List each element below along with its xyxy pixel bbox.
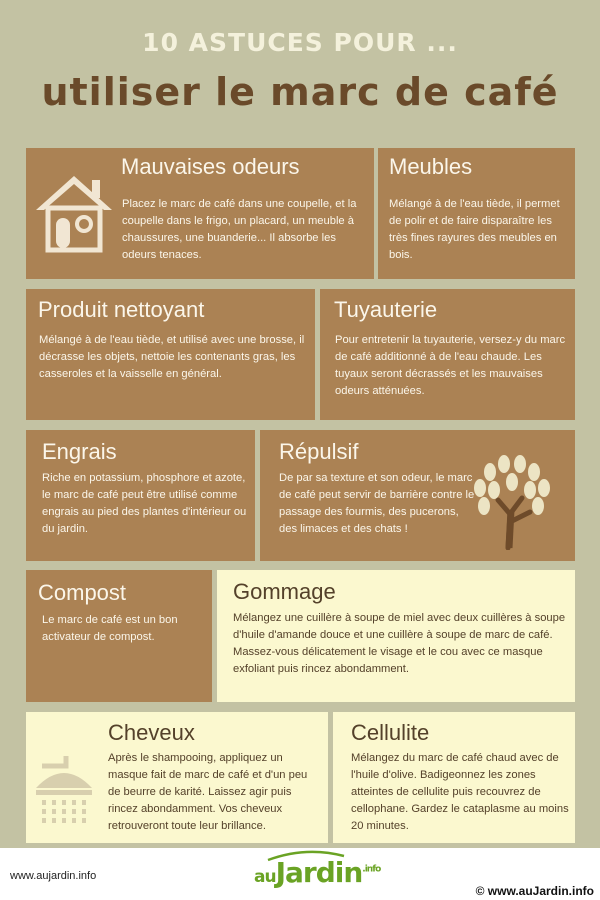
page-title: utiliser le marc de café <box>41 70 559 114</box>
card-title: Meubles <box>389 154 473 179</box>
card-compost <box>26 570 212 702</box>
card-engrais <box>26 430 255 561</box>
card-tuyauterie <box>320 289 575 420</box>
footer-copyright[interactable]: © www.auJardin.info <box>475 884 594 898</box>
card-meubles <box>378 148 575 279</box>
logo-wordmark: auJardin$^{.info}$ <box>254 856 381 889</box>
card-mauvaises-odeurs <box>26 148 374 279</box>
card-title: Mauvaises odeurs <box>121 154 300 179</box>
card-text: Mélangez du marc de café chaud avec de l'huile d'olive. Badigeonnez les zones atteintes de cellulite puis recouvrez de cellophane. Gardez le cataplasme au moins 20 minutes. <box>351 752 569 832</box>
card-title: Gommage <box>233 579 336 604</box>
card-title: Répulsif <box>279 439 359 464</box>
card-cellulite <box>333 712 575 843</box>
card-produit-nettoyant <box>26 289 315 420</box>
card-gommage <box>217 570 575 702</box>
card-title: Compost <box>38 580 127 605</box>
title-top: 10 ASTUCES POUR ... <box>142 28 458 57</box>
card-title: Cellulite <box>351 720 430 745</box>
footer <box>0 848 600 900</box>
card-text: De par sa texture et son odeur, le marc de café peut servir de barrière contre le passage des fourmis, des pucerons, des limaces et des chats ! <box>279 472 475 535</box>
card-text: Mélangé à de l'eau tiède, il permet de polir et de faire disparaître les très fines rayures des meubles en bois. <box>389 198 560 261</box>
card-text: Après le shampooing, appliquez un masque fait de marc de café et d'un peu de beurre de karité. Laissez agir puis rincez abondamment. Vos cheveux retrouveront toute leur brillance. <box>108 752 308 832</box>
tree-icon <box>468 454 556 550</box>
card-text: Riche en potassium, phosphore et azote, le marc de café peut être utilisé comme engrais au pied des plantes d'intérieur ou du jardin. <box>42 472 247 535</box>
leaf-icon <box>266 850 346 862</box>
card-text: Pour entretenir la tuyauterie, versez-y du marc de café additionné à de l'eau chaude. Les tuyaux seront décrassés et les mauvaises odeurs atténuées. <box>335 334 566 397</box>
house-icon <box>34 172 114 254</box>
card-text: Mélangez une cuillère à soupe de miel avec deux cuillères à soupe d'huile d'amande douce et une cuillère à soupe de marc de café. Massez-vous délicatement le visage et le cou avec ce masque exfoliant puis rincez abondamment. <box>233 612 566 675</box>
shower-icon <box>32 754 96 824</box>
card-repulsif <box>260 430 575 561</box>
card-title: Cheveux <box>108 720 195 745</box>
card-title: Tuyauterie <box>334 297 438 322</box>
card-title: Produit nettoyant <box>38 297 205 322</box>
card-title: Engrais <box>42 439 117 464</box>
footer-site-link[interactable]: www.aujardin.info <box>10 870 97 882</box>
card-text: Mélangé à de l'eau tiède, et utilisé avec une brosse, il décrasse les objets, nettoie les contenants gras, les casseroles et la vaisselle en général. <box>39 334 305 380</box>
card-text: Le marc de café est un bon activateur de compost. <box>42 614 178 643</box>
card-text: Placez le marc de café dans une coupelle, et la coupelle dans le frigo, un placard, un meuble à chaussures, une buanderie... Il absorbe les odeurs tenaces. <box>122 198 357 261</box>
card-cheveux <box>26 712 328 843</box>
